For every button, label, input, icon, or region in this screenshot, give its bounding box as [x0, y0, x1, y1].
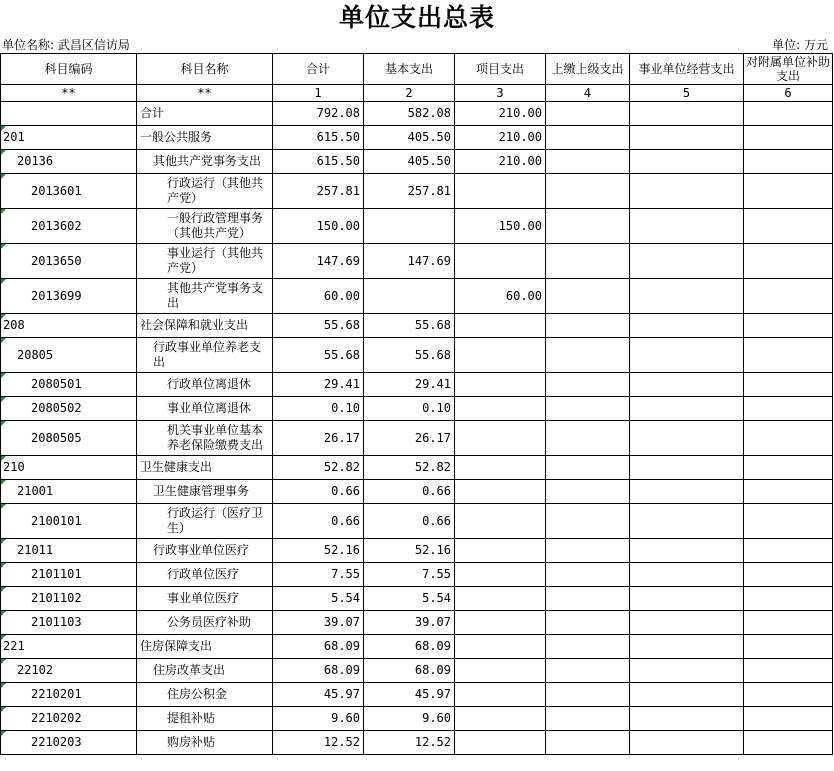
total-cell: 0.66 [273, 504, 364, 539]
header-cell: 基本支出 [364, 54, 455, 85]
project-cell [455, 707, 546, 731]
table-row [1, 563, 833, 587]
business-cell [630, 314, 744, 338]
name-cell: 购房补贴 [137, 731, 273, 755]
total-cell: 792.08 [273, 102, 364, 126]
basic-cell: 45.97 [364, 683, 455, 707]
upper-remit-cell [546, 683, 630, 707]
project-cell [455, 504, 546, 539]
business-cell [630, 456, 744, 480]
subsidy-cell [744, 539, 833, 563]
code-cell: 210 [1, 456, 137, 480]
business-cell [630, 683, 744, 707]
basic-cell: 12.52 [364, 731, 455, 755]
subsidy-cell [744, 126, 833, 150]
project-cell [455, 480, 546, 504]
subsidy-cell [744, 314, 833, 338]
table-row [1, 150, 833, 174]
header-cell: 科目名称 [137, 54, 273, 85]
name-cell: 卫生健康管理事务 [137, 480, 273, 504]
project-cell [455, 587, 546, 611]
subsidy-cell [744, 338, 833, 373]
upper-remit-cell [546, 150, 630, 174]
name-cell: 提租补贴 [137, 707, 273, 731]
total-cell: 39.07 [273, 611, 364, 635]
index-cell: ** [1, 85, 137, 102]
header-cell: 科目编码 [1, 54, 137, 85]
basic-cell [364, 279, 455, 314]
code-cell: 21011 [1, 539, 137, 563]
basic-cell: 26.17 [364, 421, 455, 456]
code-cell: 2013650 [1, 244, 137, 279]
basic-cell: 52.16 [364, 539, 455, 563]
project-cell [455, 683, 546, 707]
total-cell: 12.52 [273, 731, 364, 755]
code-cell: 20136 [1, 150, 137, 174]
name-cell: 合计 [137, 102, 273, 126]
upper-remit-cell [546, 373, 630, 397]
header-cell: 上缴上级支出 [546, 54, 630, 85]
name-cell: 行政单位医疗 [137, 563, 273, 587]
project-cell: 210.00 [455, 102, 546, 126]
table-row [1, 102, 833, 126]
project-cell [455, 314, 546, 338]
table-row [1, 279, 833, 314]
name-cell: 机关事业单位基本养老保险缴费支出 [137, 421, 273, 456]
subsidy-cell [744, 150, 833, 174]
code-cell: 2210203 [1, 731, 137, 755]
table-row [1, 707, 833, 731]
project-cell: 60.00 [455, 279, 546, 314]
upper-remit-cell [546, 314, 630, 338]
header-cell: 合计 [273, 54, 364, 85]
basic-cell: 0.66 [364, 480, 455, 504]
index-cell: 6 [744, 85, 833, 102]
business-cell [630, 539, 744, 563]
total-cell: 45.97 [273, 683, 364, 707]
subsidy-cell [744, 174, 833, 209]
business-cell [630, 504, 744, 539]
subsidy-cell [744, 480, 833, 504]
basic-cell: 147.69 [364, 244, 455, 279]
subsidy-cell [744, 635, 833, 659]
upper-remit-cell [546, 126, 630, 150]
project-cell [455, 539, 546, 563]
name-cell: 行政事业单位养老支出 [137, 338, 273, 373]
upper-remit-cell [546, 659, 630, 683]
upper-remit-cell [546, 102, 630, 126]
name-cell: 社会保障和就业支出 [137, 314, 273, 338]
total-cell: 615.50 [273, 126, 364, 150]
upper-remit-cell [546, 244, 630, 279]
total-cell: 52.82 [273, 456, 364, 480]
code-cell: 2080501 [1, 373, 137, 397]
subsidy-cell [744, 707, 833, 731]
table-row [1, 126, 833, 150]
code-cell: 2080502 [1, 397, 137, 421]
header-row [1, 54, 833, 85]
basic-cell: 39.07 [364, 611, 455, 635]
subsidy-cell [744, 587, 833, 611]
table-row [1, 587, 833, 611]
total-cell: 147.69 [273, 244, 364, 279]
table-row [1, 611, 833, 635]
project-cell: 150.00 [455, 209, 546, 244]
expenditure-table [0, 53, 833, 755]
business-cell [630, 611, 744, 635]
code-cell [1, 102, 137, 126]
business-cell [630, 421, 744, 456]
upper-remit-cell [546, 480, 630, 504]
index-cell: 2 [364, 85, 455, 102]
table-row [1, 244, 833, 279]
table-row [1, 731, 833, 755]
project-cell [455, 563, 546, 587]
name-cell: 事业运行（其他共产党） [137, 244, 273, 279]
project-cell [455, 397, 546, 421]
upper-remit-cell [546, 504, 630, 539]
index-cell: 3 [455, 85, 546, 102]
name-cell: 一般行政管理事务（其他共产党） [137, 209, 273, 244]
code-cell: 2210202 [1, 707, 137, 731]
business-cell [630, 635, 744, 659]
table-row [1, 421, 833, 456]
index-cell: 4 [546, 85, 630, 102]
basic-cell: 52.82 [364, 456, 455, 480]
subsidy-cell [744, 683, 833, 707]
name-cell: 住房改革支出 [137, 659, 273, 683]
upper-remit-cell [546, 397, 630, 421]
table-row [1, 683, 833, 707]
table-row [1, 539, 833, 563]
code-cell: 2013601 [1, 174, 137, 209]
project-cell [455, 373, 546, 397]
basic-cell: 55.68 [364, 314, 455, 338]
basic-cell: 7.55 [364, 563, 455, 587]
index-cell: ** [137, 85, 273, 102]
name-cell: 卫生健康支出 [137, 456, 273, 480]
total-cell: 0.66 [273, 480, 364, 504]
table-row [1, 174, 833, 209]
upper-remit-cell [546, 456, 630, 480]
total-cell: 68.09 [273, 635, 364, 659]
total-cell: 60.00 [273, 279, 364, 314]
name-cell: 事业单位离退休 [137, 397, 273, 421]
project-cell [455, 635, 546, 659]
total-cell: 7.55 [273, 563, 364, 587]
business-cell [630, 150, 744, 174]
index-cell: 5 [630, 85, 744, 102]
project-cell [455, 611, 546, 635]
name-cell: 行政事业单位医疗 [137, 539, 273, 563]
name-cell: 住房公积金 [137, 683, 273, 707]
total-cell: 257.81 [273, 174, 364, 209]
table-row [1, 480, 833, 504]
project-cell [455, 244, 546, 279]
business-cell [630, 397, 744, 421]
name-cell: 行政运行（其他共产党） [137, 174, 273, 209]
total-cell: 55.68 [273, 314, 364, 338]
business-cell [630, 338, 744, 373]
total-cell: 0.10 [273, 397, 364, 421]
name-cell: 行政运行（医疗卫生） [137, 504, 273, 539]
business-cell [630, 209, 744, 244]
total-cell: 150.00 [273, 209, 364, 244]
upper-remit-cell [546, 421, 630, 456]
subsidy-cell [744, 504, 833, 539]
upper-remit-cell [546, 611, 630, 635]
upper-remit-cell [546, 174, 630, 209]
page-title: 单位支出总表 [338, 3, 495, 32]
subsidy-cell [744, 611, 833, 635]
business-cell [630, 480, 744, 504]
basic-cell: 405.50 [364, 126, 455, 150]
table-row [1, 635, 833, 659]
total-cell: 68.09 [273, 659, 364, 683]
header-cell: 事业单位经营支出 [630, 54, 744, 85]
project-cell: 210.00 [455, 150, 546, 174]
table-row [1, 659, 833, 683]
name-cell: 其他共产党事务支出 [137, 279, 273, 314]
upper-remit-cell [546, 279, 630, 314]
name-cell: 住房保障支出 [137, 635, 273, 659]
table-row [1, 456, 833, 480]
total-cell: 55.68 [273, 338, 364, 373]
table-row [1, 397, 833, 421]
code-cell: 2101101 [1, 563, 137, 587]
subsidy-cell [744, 563, 833, 587]
code-cell: 221 [1, 635, 137, 659]
upper-remit-cell [546, 635, 630, 659]
header-cell: 项目支出 [455, 54, 546, 85]
subsidy-cell [744, 373, 833, 397]
business-cell [630, 126, 744, 150]
header-cell: 对附属单位补助支出 [744, 54, 833, 85]
business-cell [630, 373, 744, 397]
name-cell: 行政单位离退休 [137, 373, 273, 397]
business-cell [630, 244, 744, 279]
upper-remit-cell [546, 707, 630, 731]
unit-name: 单位名称: 武昌区信访局 [2, 38, 130, 52]
project-cell [455, 731, 546, 755]
basic-cell: 68.09 [364, 635, 455, 659]
upper-remit-cell [546, 731, 630, 755]
basic-cell: 9.60 [364, 707, 455, 731]
total-cell: 615.50 [273, 150, 364, 174]
upper-remit-cell [546, 587, 630, 611]
code-cell: 2080505 [1, 421, 137, 456]
code-cell: 2100101 [1, 504, 137, 539]
unit-label: 单位: 万元 [772, 38, 828, 52]
index-cell: 1 [273, 85, 364, 102]
basic-cell: 257.81 [364, 174, 455, 209]
name-cell: 其他共产党事务支出 [137, 150, 273, 174]
subsidy-cell [744, 102, 833, 126]
total-cell: 9.60 [273, 707, 364, 731]
business-cell [630, 174, 744, 209]
code-cell: 2101103 [1, 611, 137, 635]
name-cell: 公务员医疗补助 [137, 611, 273, 635]
business-cell [630, 102, 744, 126]
index-row [1, 85, 833, 102]
table-row [1, 338, 833, 373]
subsidy-cell [744, 279, 833, 314]
subsidy-cell [744, 244, 833, 279]
total-cell: 29.41 [273, 373, 364, 397]
project-cell [455, 456, 546, 480]
subsidy-cell [744, 397, 833, 421]
business-cell [630, 563, 744, 587]
basic-cell: 29.41 [364, 373, 455, 397]
business-cell [630, 279, 744, 314]
basic-cell: 0.10 [364, 397, 455, 421]
business-cell [630, 659, 744, 683]
code-cell: 2013602 [1, 209, 137, 244]
project-cell [455, 421, 546, 456]
code-cell: 2210201 [1, 683, 137, 707]
business-cell [630, 731, 744, 755]
total-cell: 5.54 [273, 587, 364, 611]
table-row [1, 314, 833, 338]
project-cell [455, 659, 546, 683]
basic-cell: 0.66 [364, 504, 455, 539]
total-cell: 52.16 [273, 539, 364, 563]
table-row [1, 504, 833, 539]
basic-cell: 68.09 [364, 659, 455, 683]
upper-remit-cell [546, 209, 630, 244]
code-cell: 201 [1, 126, 137, 150]
upper-remit-cell [546, 338, 630, 373]
business-cell [630, 707, 744, 731]
total-cell: 26.17 [273, 421, 364, 456]
subsidy-cell [744, 421, 833, 456]
code-cell: 20805 [1, 338, 137, 373]
basic-cell [364, 209, 455, 244]
business-cell [630, 587, 744, 611]
upper-remit-cell [546, 539, 630, 563]
upper-remit-cell [546, 563, 630, 587]
project-cell: 210.00 [455, 126, 546, 150]
code-cell: 2101102 [1, 587, 137, 611]
name-cell: 一般公共服务 [137, 126, 273, 150]
basic-cell: 55.68 [364, 338, 455, 373]
code-cell: 2013699 [1, 279, 137, 314]
subsidy-cell [744, 659, 833, 683]
table-row [1, 373, 833, 397]
code-cell: 208 [1, 314, 137, 338]
basic-cell: 405.50 [364, 150, 455, 174]
subsidy-cell [744, 731, 833, 755]
table-row [1, 209, 833, 244]
basic-cell: 5.54 [364, 587, 455, 611]
code-cell: 22102 [1, 659, 137, 683]
subsidy-cell [744, 209, 833, 244]
basic-cell: 582.08 [364, 102, 455, 126]
name-cell: 事业单位医疗 [137, 587, 273, 611]
project-cell [455, 174, 546, 209]
code-cell: 21001 [1, 480, 137, 504]
subsidy-cell [744, 456, 833, 480]
project-cell [455, 338, 546, 373]
